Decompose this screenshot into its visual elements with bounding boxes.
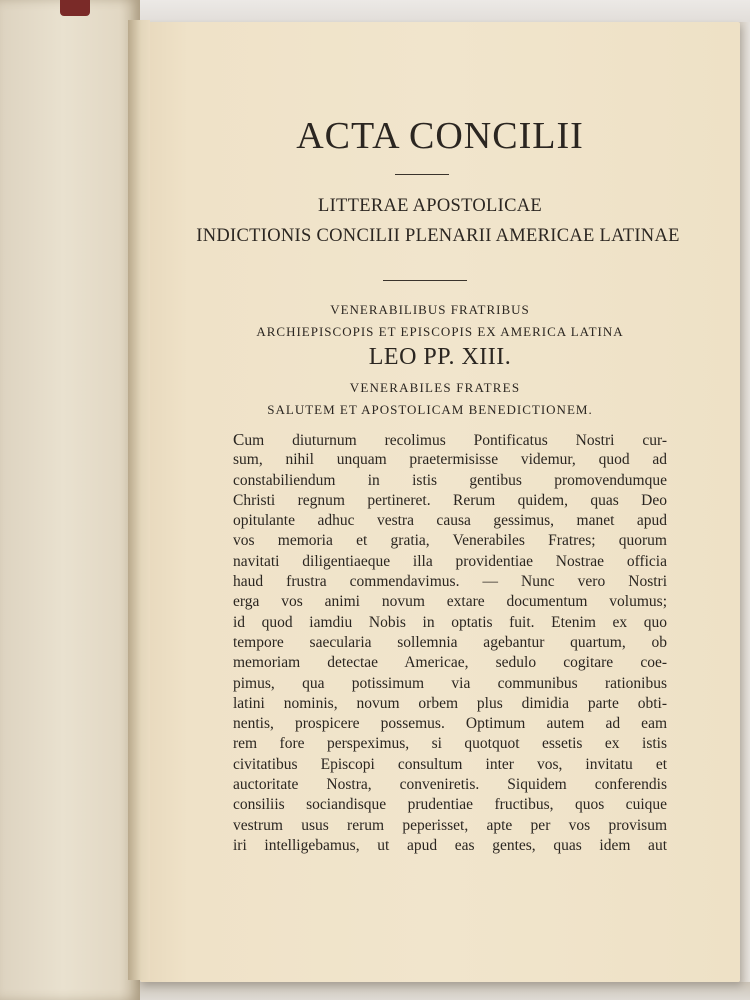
body-line: navitati diligentiaeque illa providentiae Nostrae officia (233, 552, 667, 570)
address-line: VENERABILIBUS FRATRIBUS (330, 302, 530, 317)
body-line: Cum diuturnum recolimus Pontificatus Nostri cur- (233, 430, 667, 449)
table-surface (140, 982, 750, 1000)
body-line: vos memoria et gratia, Venerabiles Fratres; quorum (233, 532, 667, 550)
body-line: nentis, prospicere possemus. Optimum autem ad eam (233, 715, 667, 733)
body-line: sum, nihil unquam praetermisisse videmur, quod ad (233, 451, 667, 469)
book-gutter (128, 20, 150, 980)
body-line: tempore saecularia sollemnia agebantur quartum, ob (233, 633, 667, 651)
body-line: Christi regnum pertineret. Rerum quidem, quas Deo (233, 491, 667, 509)
right-page (140, 22, 740, 982)
greeting-line: VENERABILES FRATRES (349, 380, 521, 395)
body-line: vestrum usus rerum peperisset, apte per vos provisum (233, 816, 667, 834)
body-line: iri intelligebamus, ut apud eas gentes, quas idem aut (233, 836, 667, 854)
title-rule (395, 174, 449, 175)
greeting-line: SALUTEM ET APOSTOLICAM BENEDICTIONEM. (267, 402, 593, 417)
subtitle-line: INDICTIONIS CONCILII PLENARII AMERICAE LATINAE (196, 226, 680, 246)
book-cover-edge (60, 0, 90, 16)
body-line: civitatibus Episcopi consultum inter vos, invitatu et (233, 755, 667, 773)
subtitle-line: LITTERAE APOSTOLICAE (317, 196, 543, 216)
body-line: opitulante adhuc vestra causa gessimus, manet apud (233, 512, 667, 530)
subtitle-rule (383, 280, 467, 281)
body-line: consiliis sociandisque prudentiae fructibus, quos cuique (233, 796, 667, 814)
body-line: rem fore perspeximus, si quotquot essetis ex istis (233, 735, 667, 753)
author-heading: LEO PP. XIII. (368, 344, 512, 370)
body-line: haud frustra commendavimus. — Nunc vero Nostri (233, 573, 667, 591)
body-text (233, 430, 667, 856)
body-line: constabiliendum in istis gentibus promovendumque (233, 471, 667, 489)
page-title: ACTA CONCILII (296, 115, 584, 157)
body-line: id quod iamdiu Nobis in optatis fuit. Etenim ex quo (233, 613, 667, 631)
left-page (0, 0, 140, 1000)
body-line: auctoritate Nostra, conveniretis. Siquidem conferendis (233, 776, 667, 794)
body-line: latini nominis, novum orbem plus dimidia parte obti- (233, 694, 667, 712)
body-line: erga vos animi novum extare documentum volumus; (233, 593, 667, 611)
body-line: memoriam detectae Americae, sedulo cogitare coe- (233, 654, 667, 672)
body-line: pimus, qua potissimum via communibus rationibus (233, 674, 667, 692)
address-line: ARCHIEPISCOPIS ET EPISCOPIS EX AMERICA LATINA (256, 324, 624, 339)
